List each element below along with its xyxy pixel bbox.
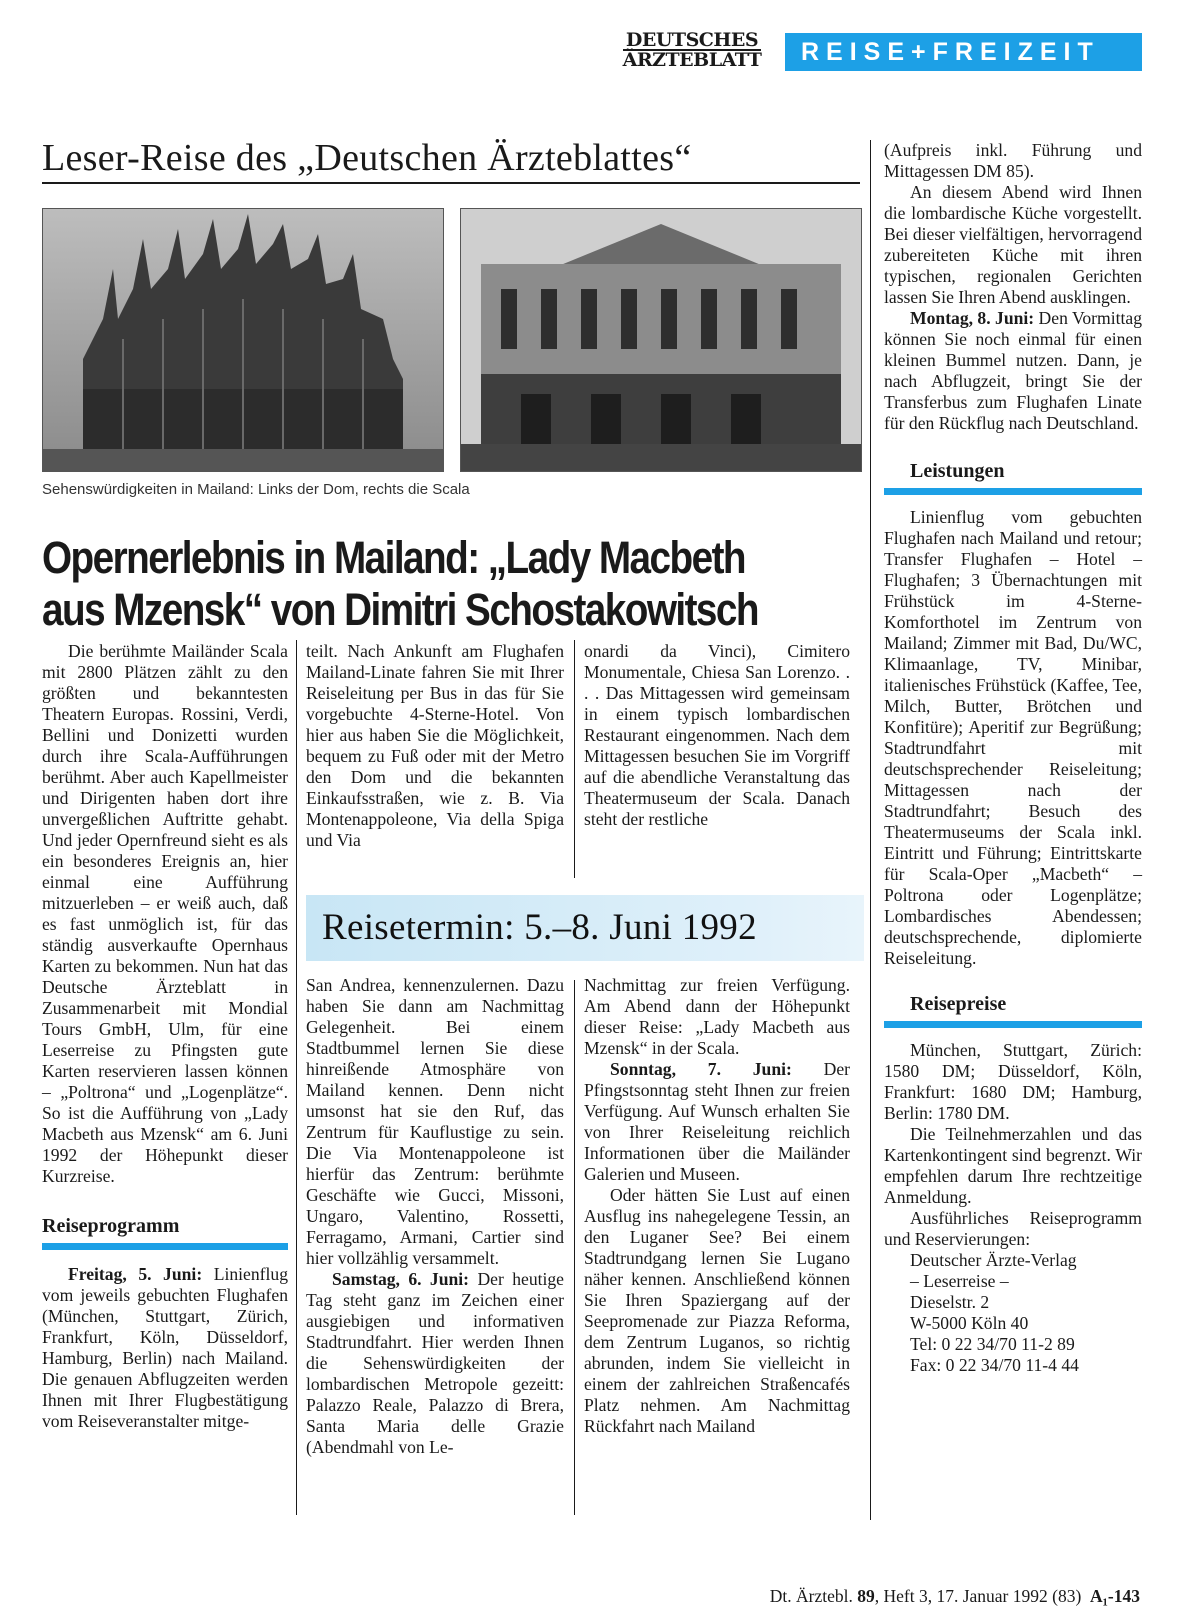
address-publisher: Deutscher Ärzte-Verlag — [910, 1250, 1077, 1270]
program-title: Reiseprogramm — [42, 1215, 180, 1237]
column-3-top-text: onardi da Vinci), Cimitero Monumentale, Chiesa San Lorenzo. . . . Das Mittagessen wird gemeinsam in einem typisch lombardischen Restaurant eingenommen. Nach dem Mittagessen besuchen Sie im Vorgriff auf die abendliche Veranstaltung das Theatermuseum der Scala. Danach steht der restliche — [584, 641, 850, 829]
column-rule — [574, 980, 575, 1515]
booking-paragraph: Ausführliches Reiseprogramm und Reservierungen: — [884, 1208, 1142, 1249]
column-rule — [296, 640, 297, 1515]
footer-volume: 89 — [857, 1586, 875, 1606]
sunday-label: Sonntag, 7. Juni: — [610, 1059, 792, 1079]
column-rule — [574, 640, 575, 878]
column-4-top-text: (Aufpreis inkl. Führung und Mittagessen DM 85). — [884, 140, 1142, 181]
address-city: W-5000 Köln 40 — [910, 1313, 1029, 1333]
masthead-line1: DEUTSCHES — [625, 29, 759, 51]
headline — [42, 532, 868, 636]
column-2-bottom-text: San Andrea, kennenzulernen. Dazu haben Sie dann am Nachmittag Gelegenheit. Bei einem Stadtbummel lernen Sie diese hinreißende Atmosphäre von Mailand kennen. Denn nicht umsonst hat sie den Ruf, das Zentrum für Kauflustige zu sein. Die Via Montenappoleone ist hierfür das Zentrum: berühmte Geschäfte wie Gucci, Missoni, Ungaro, Valentino, Rossetti, Ferragamo, Armani, Cartier sind hier vollzählig versammelt. — [306, 975, 564, 1268]
headline-line2: aus Mzensk“ von Dimitri Schostakowitsch — [42, 584, 758, 635]
masthead-line2: ÄRZTEBLATT — [622, 49, 762, 71]
friday-paragraph — [42, 1264, 288, 1432]
saturday-label: Samstag, 6. Juni: — [332, 1269, 470, 1289]
services-paragraph: Linienflug vom gebuchten Flughafen nach Mailand und retour; Transfer Flughafen – Hotel – Flughafen; 3 Übernachtungen mit Frühstück im 4-Sterne-Komforthotel im Zentrum von Mailand; Zimmer mit Bad, Du/WC, Klimaanlage, TV, Minibar, italienisches Frühstück (Kaffee, Tee, Milch, Butter, Brötchen und Konfitüre); Aperitif zur Begrüßung; Stadtrundfahrt mit deutschsprechender Reiseleitung; Mittagessen nach der Stadtrundfahrt; Besuch des Theatermuseums der Scala inkl. Eintritt und Führung; Eintrittskarte für Scala-Oper „Macbeth“ – Poltrona oder Logenplätze; Lombardisches Abendessen; deutschsprechende, diplomierte Reiseleitung. — [884, 507, 1142, 968]
article-column-3-top — [584, 641, 850, 830]
headline-line1: Opernerlebnis in Mailand: „Lady Macbeth — [42, 532, 746, 583]
travel-date-banner: Reisetermin: 5.–8. Juni 1992 — [306, 895, 864, 961]
photo-milan-cathedral — [42, 208, 444, 472]
footer-page-number: A₁-143 — [1090, 1586, 1140, 1606]
friday-text: Linienflug vom jeweils gebuchten Flughafen (München, Stuttgart, Zürich, Frankfurt, Köln, Düsseldorf, Hamburg, Berlin) nach Mailand. Die genauen Abflugzeiten werden Ihnen mit Ihrer Flugbestätigung vom Reiseveranstalter mitge- — [42, 1264, 288, 1431]
prices-heading-block — [884, 991, 1142, 1028]
friday-label: Freitag, 5. Juni: — [68, 1264, 203, 1284]
article-column-1 — [42, 641, 288, 1432]
prices-title-rule — [884, 1021, 1142, 1028]
services-title-rule — [884, 488, 1142, 495]
section-banner: REISE+FREIZEIT — [785, 33, 1142, 71]
series-title: Leser-Reise des „Deutschen Ärzteblattes“ — [42, 136, 860, 184]
sunday-text: Der Pfingstsonntag steht Ihnen zur freien Verfügung. Auf Wunsch erhalten Sie von Ihrer Reiseleitung reichlich Informationen über die Mailänder Galerien und Museen. — [584, 1059, 851, 1184]
evening-paragraph: An diesem Abend wird Ihnen die lombardische Küche vorgestellt. Bei dieser vielfältigen, hervorragend zubereiteten Küche mit ihren typischen, regionalen Gerichten lassen Sie Ihren Abend ausklingen. — [884, 182, 1142, 307]
page-footer — [640, 1586, 1140, 1607]
address-fax: Fax: 0 22 34/70 11-4 44 — [910, 1355, 1079, 1375]
program-heading-block — [42, 1213, 288, 1250]
article-column-2-top — [306, 641, 564, 851]
footer-citation: Dt. Ärztebl. — [769, 1586, 858, 1606]
saturday-text: Der heutige Tag steht ganz im Zeichen einer ausgiebigen und informativen Stadtrundfahrt. Hier werden Ihnen die Sehenswürdigkeiten der lombardischen Metropole gezeitt: Palazzo Reale, Palazzo di Brera, Santa Maria delle Grazie (Abendmahl von Le- — [306, 1269, 564, 1457]
monday-label: Montag, 8. Juni: — [910, 308, 1035, 328]
prices-title: Reisepreise — [910, 993, 1007, 1015]
photo-caption: Sehenswürdigkeiten in Mailand: Links der Dom, rechts die Scala — [42, 481, 470, 498]
monday-text: Den Vormittag können Sie noch einmal für einen kleinen Bummel nutzen. Dann, je nach Abflugzeit, bringt Sie der Transferbus zum Flughafen Linate für den Rückflug nach Deutschland. — [884, 308, 1142, 433]
column-rule — [870, 140, 871, 1520]
article-column-4 — [884, 140, 1142, 1376]
column-3-bottom-text: Nachmittag zur freien Verfügung. Am Abend dann der Höhepunkt dieser Reise: „Lady Macbeth aus Mzensk“ in der Scala. — [584, 975, 850, 1058]
prices-paragraph: München, Stuttgart, Zürich: 1580 DM; Düsseldorf, Köln, Frankfurt: 1680 DM; Hamburg, Berlin: 1780 DM. — [884, 1040, 1142, 1123]
monday-paragraph — [884, 308, 1142, 434]
footer-issue: , Heft 3, 17. Januar 1992 (83) — [874, 1586, 1082, 1606]
services-title: Leistungen — [910, 460, 1005, 482]
column-2-top-text: teilt. Nach Ankunft am Flughafen Mailand-Linate fahren Sie mit Ihrer Reiseleitung per Bus in das für Sie vorgebuchte 4-Sterne-Hotel. Von hier aus haben Sie die Möglichkeit, bequem zu Fuß oder mit der Metro den Dom und die bekannten Einkaufsstraßen, wie z. B. Via Montenappoleone, Via della Spiga und Via — [306, 641, 564, 850]
participants-paragraph: Die Teilnehmerzahlen und das Kartenkontingent sind begrenzt. Wir empfehlen darum Ihre rechtzeitige Anmeldung. — [884, 1124, 1142, 1207]
article-column-2-bottom — [306, 975, 564, 1458]
services-heading-block — [884, 458, 1142, 495]
excursion-paragraph: Oder hätten Sie Lust auf einen Ausflug ins nahegelegene Tessin, an den Luganer See? Bei einem Stadtrundgang lernen Sie Lugano näher kennen. Anschließend können Sie Ihren Spaziergang auf der Seepromenade zur Piazza Reforma, dem Zentrum Luganos, so richtig abrunden, indem Sie vielleicht in einem der zahlreichen Straßencafés Platz nehmen. Am Nachmittag Rückfahrt nach Mailand — [584, 1185, 850, 1436]
article-column-3-bottom — [584, 975, 850, 1437]
address-street: Dieselstr. 2 — [910, 1292, 990, 1312]
intro-paragraph: Die berühmte Mailänder Scala mit 2800 Plätzen zählt zu den größten und bekanntesten Theatern Europas. Rossini, Verdi, Bellini und Donizetti wurden durch ihre Scala-Aufführungen berühmt. Aber auch Kapellmeister und Dirigenten haben dort ihre unvergeßlichen Auftritte gehabt. Und jeder Opernfreund sieht es als ein besonderes Ereignis an, hier einmal eine Aufführung mitzuerleben – er weiß auch, daß es fast unmöglich ist, für das ständig ausverkaufte Opernhaus Karten zu bekommen. Nun hat das Deutsche Ärzteblatt in Zusammenarbeit mit Mondial Tours GmbH, Ulm, für eine Leserreise zu Pfingsten gute Karten reservieren lassen können – „Poltrona“ und „Logenplätze“. So ist die Aufführung von „Lady Macbeth aus Mzensk“ am 6. Juni 1992 der Höhepunkt dieser Kurzreise. — [42, 641, 288, 1186]
photo-la-scala — [460, 208, 862, 472]
program-title-rule — [42, 1243, 288, 1250]
address-department: – Leserreise – — [910, 1271, 1009, 1291]
saturday-paragraph — [306, 1269, 564, 1458]
address-phone: Tel: 0 22 34/70 11-2 89 — [910, 1334, 1075, 1354]
masthead-logo — [612, 29, 772, 71]
contact-address — [884, 1250, 1142, 1376]
sunday-paragraph — [584, 1059, 850, 1185]
